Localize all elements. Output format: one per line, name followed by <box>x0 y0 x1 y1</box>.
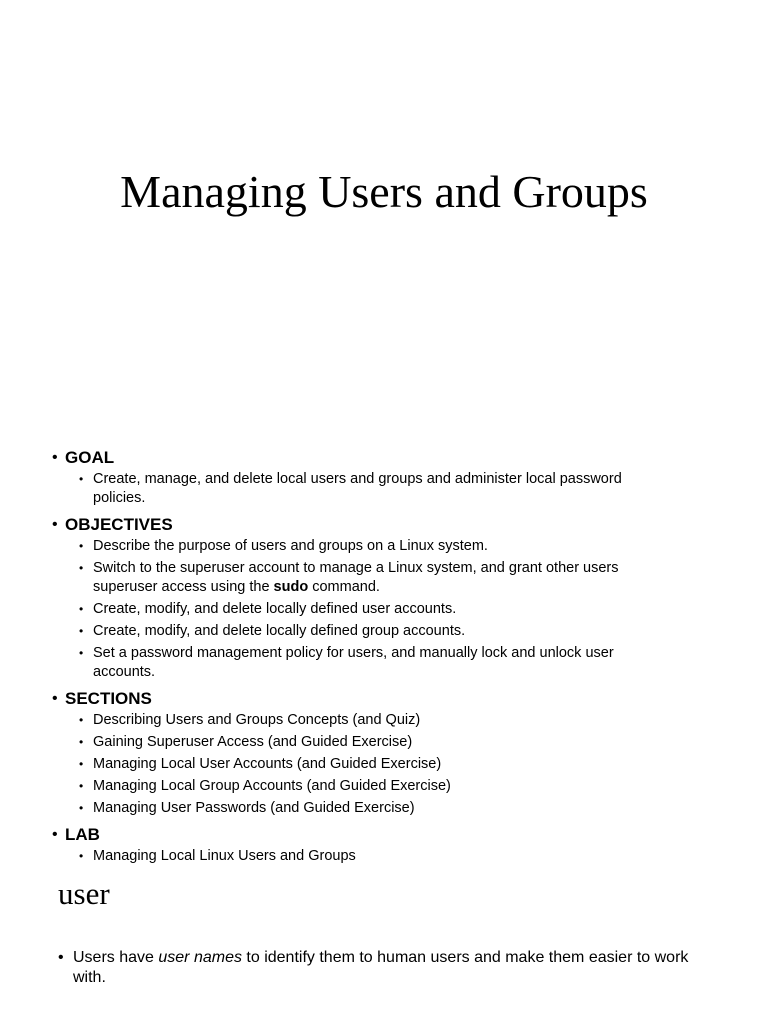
list-item: • Create, manage, and delete local users and groups and administer local password policies. <box>65 470 668 508</box>
list-item: • Managing Local Group Accounts (and Guided Exercise) <box>65 777 668 796</box>
text-segment: command. <box>308 579 380 595</box>
text-segment: Users have <box>73 949 159 966</box>
section-list <box>0 447 768 866</box>
text-segment: to identify them to human users and make them easier to work with. <box>73 949 689 986</box>
list-item <box>65 559 668 597</box>
section-goal <box>0 447 768 508</box>
slide-heading: user <box>58 876 110 911</box>
section-items <box>65 711 768 818</box>
list-item: • Describing Users and Groups Concepts (and Quiz) <box>65 711 668 730</box>
list-item: • Managing User Passwords (and Guided Exercise) <box>65 799 668 818</box>
user-slide <box>0 866 768 1024</box>
section-items <box>65 847 768 866</box>
slide-title: Managing Users and Groups <box>120 166 648 217</box>
section-lab <box>0 824 768 866</box>
section-sections <box>0 688 768 818</box>
section-title: • GOAL <box>65 448 115 467</box>
title-slide <box>0 0 768 436</box>
list-item: • Create, modify, and delete locally defined group accounts. <box>65 622 668 641</box>
overview-content <box>0 436 768 866</box>
text-segment: Switch to the superuser account to manage a Linux system, and grant other users superuser access using the <box>93 560 619 595</box>
list-item: • Create, modify, and delete locally defined user accounts. <box>65 600 668 619</box>
section-items <box>65 470 768 508</box>
section-objectives <box>0 514 768 682</box>
section-title: • SECTIONS <box>65 689 152 708</box>
section-title: • LAB <box>65 825 100 844</box>
list-item: • Managing Local User Accounts (and Guided Exercise) <box>65 755 668 774</box>
slide-body <box>58 948 708 988</box>
list-item: • Describe the purpose of users and groups on a Linux system. <box>65 537 668 556</box>
list-item: • Managing Local Linux Users and Groups <box>65 847 668 866</box>
command-name: sudo <box>273 579 309 595</box>
list-item <box>58 948 708 988</box>
emphasis-text: user names <box>158 949 242 966</box>
list-item: • Gaining Superuser Access (and Guided Exercise) <box>65 733 668 752</box>
list-item: • Set a password management policy for users, and manually lock and unlock user accounts. <box>65 644 668 682</box>
section-items <box>65 537 768 682</box>
section-title: • OBJECTIVES <box>65 515 173 534</box>
overview-slide <box>0 436 768 866</box>
